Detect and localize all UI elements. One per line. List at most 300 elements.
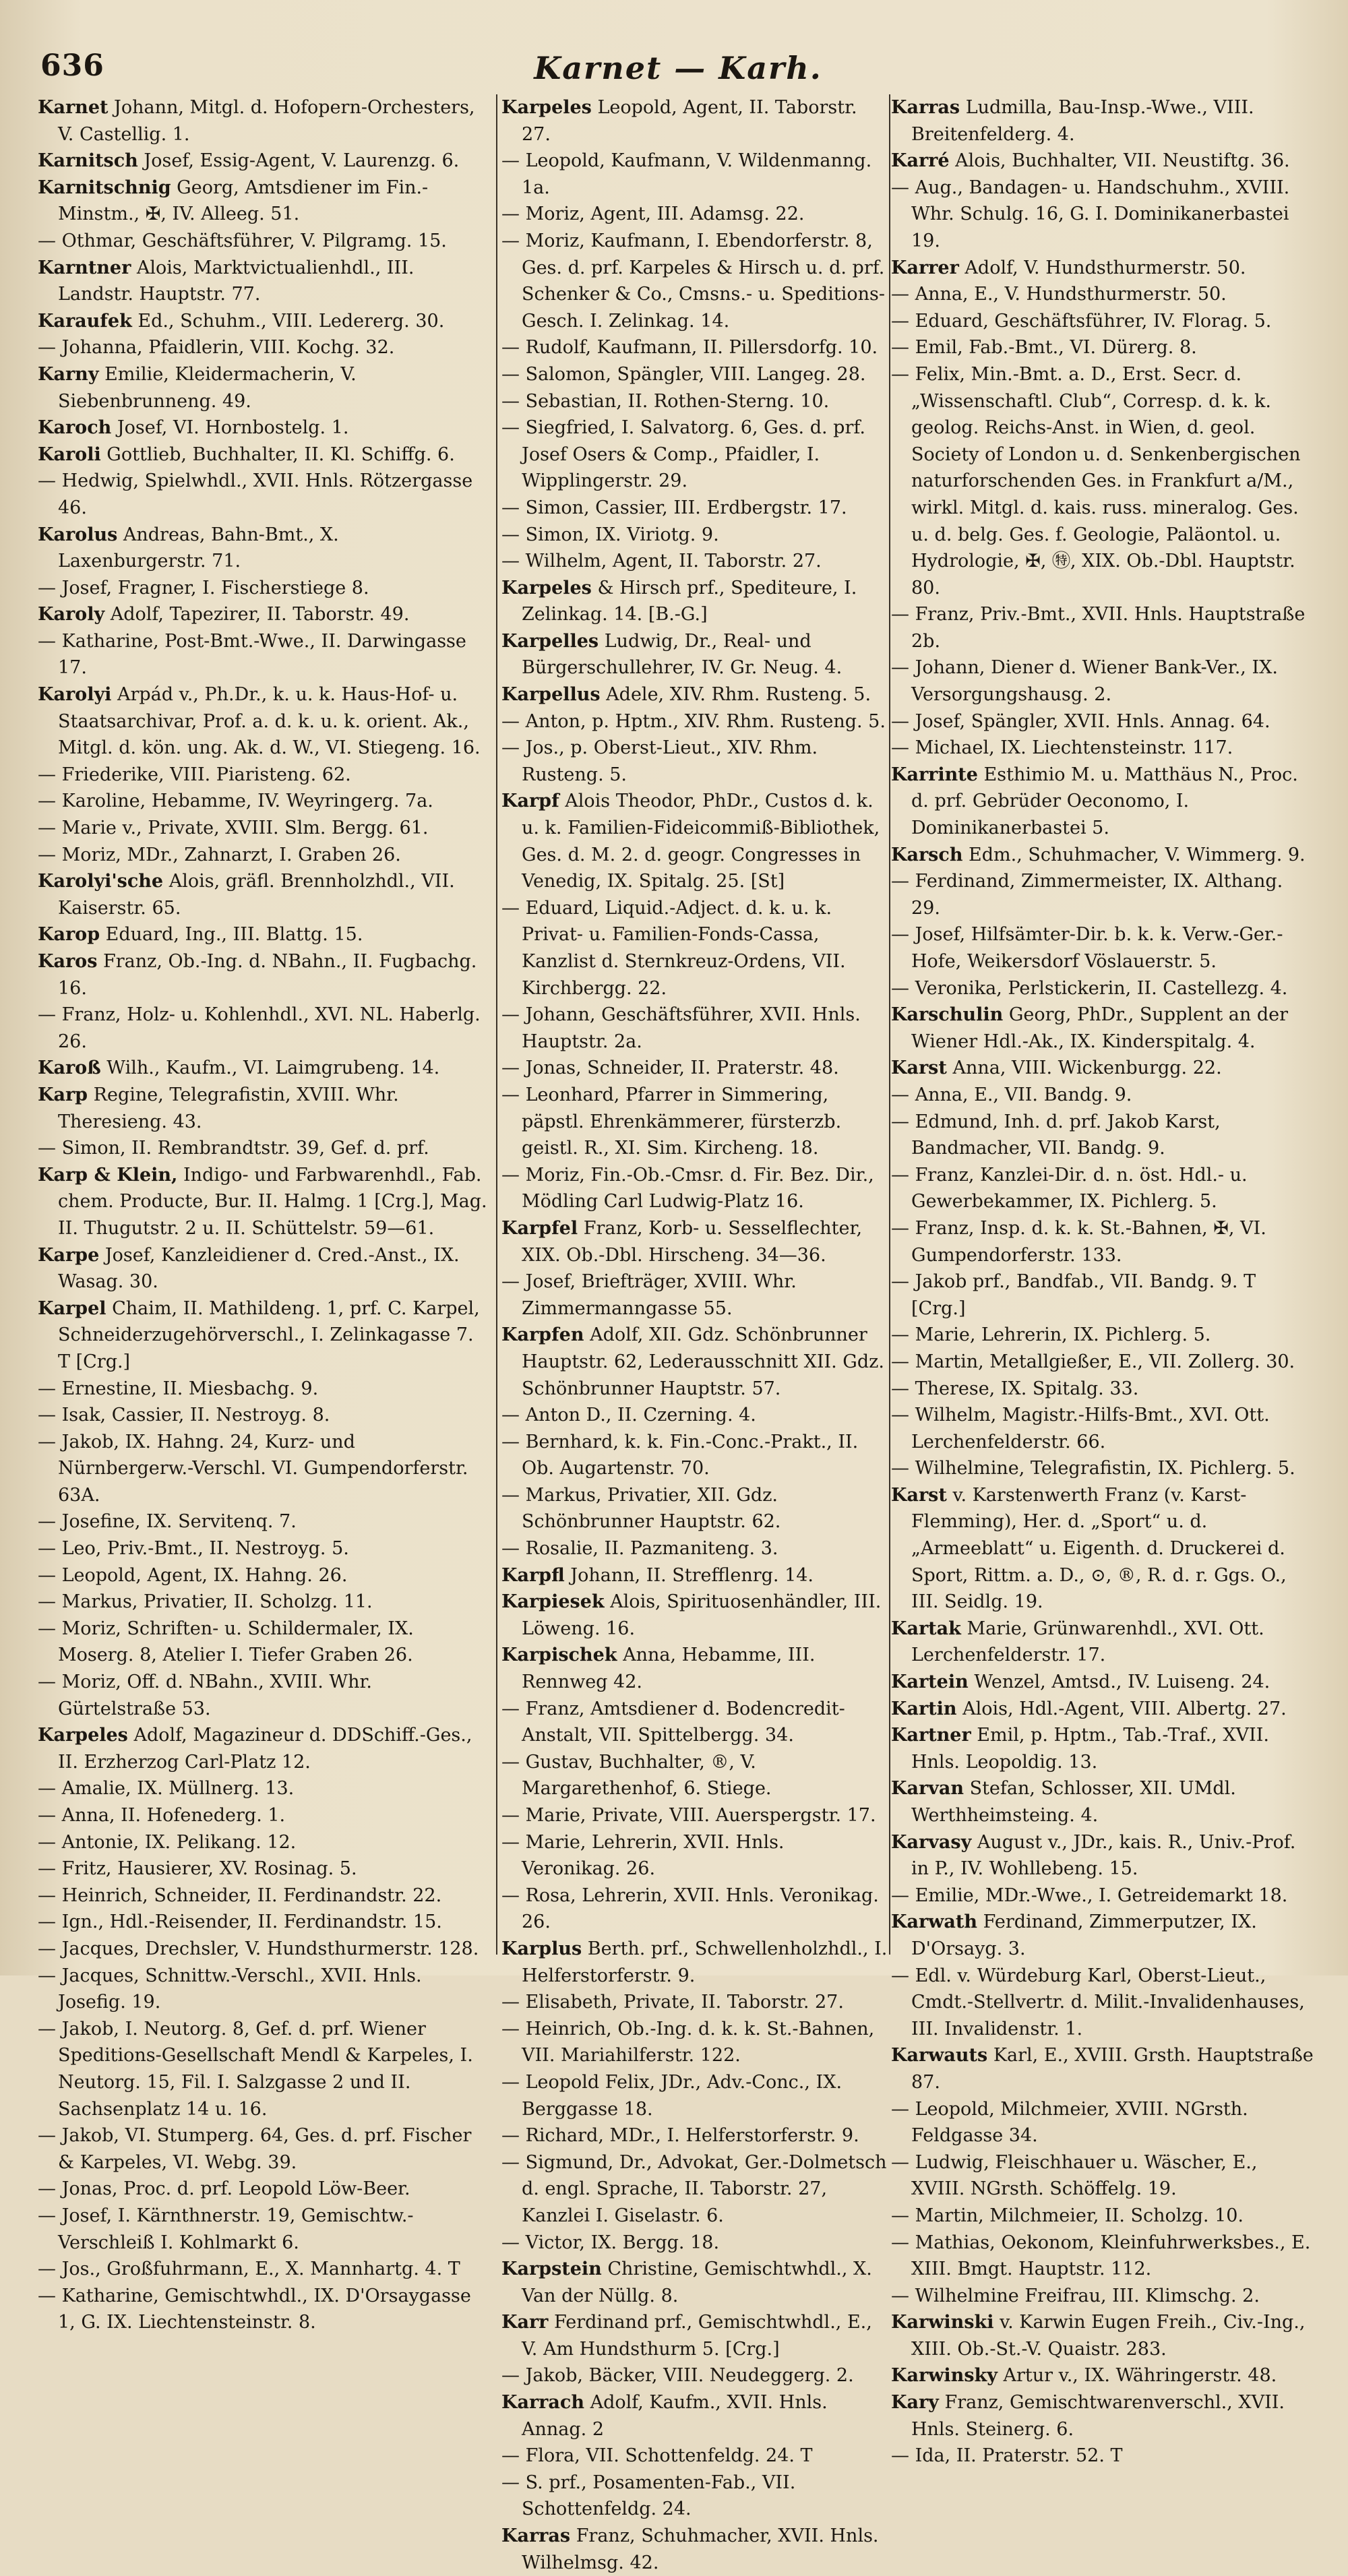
entry-surname: Karpstein (501, 2259, 602, 2280)
entry-details: Ferdinand prf., Gemischtwhdl., E., V. Am Hundsthurm 5. [Crg.] (522, 2312, 872, 2360)
directory-entry (891, 1268, 1316, 1322)
directory-entry (891, 2362, 1316, 2389)
column-3 (891, 94, 1316, 2470)
directory-entry (38, 1402, 491, 1429)
entry-details: — Josef, Briefträger, XVIII. Whr. Zimmermanngasse 55. (501, 1271, 797, 1319)
entry-details: — Victor, IX. Bergg. 18. (501, 2232, 720, 2253)
directory-entry (501, 1002, 888, 1055)
entry-details: — Leonhard, Pfarrer in Simmering, päpstl. Ehrenkämmerer, fürsterzb. geistl. R., XI. Sim. Kircheng. 18. (501, 1084, 842, 1159)
entry-surname: Karvasy (891, 1831, 972, 1853)
directory-entry (891, 2042, 1316, 2095)
directory-entry (501, 334, 888, 361)
entry-details: — Jacques, Schnittw.-Verschl., XVII. Hnls. Josefig. 19. (38, 1965, 422, 2013)
entry-surname: Karpeles (38, 1725, 128, 1746)
entry-surname: Kartein (891, 1672, 969, 1693)
entry-details: — Leopold, Kaufmann, V. Wildenmanng. 1a. (501, 150, 872, 198)
directory-entry (38, 788, 491, 815)
entry-details: — Ferdinand, Zimmermeister, IX. Althang. 29. (891, 871, 1283, 919)
directory-entry (501, 1936, 888, 1989)
directory-entry (38, 1242, 491, 1295)
entry-surname: Karos (38, 951, 98, 972)
directory-entry (38, 601, 491, 628)
entry-details: Adolf, V. Hundsthurmerstr. 50. (958, 257, 1246, 278)
entry-details: — Simon, Cassier, III. Erdbergstr. 17. (501, 497, 847, 518)
entry-surname: Karnet (38, 97, 109, 118)
entry-details: — Isak, Cassier, II. Nestroyg. 8. (38, 1405, 330, 1426)
directory-entry (38, 948, 491, 1002)
directory-entry (38, 334, 491, 361)
entry-details: Esthimio M. u. Matthäus N., Proc. d. prf. Gebrüder Oeconomo, I. Dominikanerbastei 5. (911, 764, 1298, 839)
entry-details: Josef, Essig-Agent, V. Laurenzg. 6. (137, 150, 460, 172)
entry-surname: Kartak (891, 1618, 961, 1639)
directory-entry (891, 361, 1316, 601)
entry-details: — Leopold Felix, JDr., Adv.-Conc., IX. Berggasse 18. (501, 2071, 842, 2120)
entry-details: Ludmilla, Bau-Insp.-Wwe., VIII. Breitenfelderg. 4. (911, 97, 1254, 145)
entry-details: — Rudolf, Kaufmann, II. Pillersdorfg. 10. (501, 337, 878, 359)
entry-details: Andreas, Bahn-Bmt., X. Laxenburgerstr. 71. (58, 524, 339, 572)
entry-details: — Veronika, Perlstickerin, II. Castellezg. 4. (891, 977, 1288, 999)
entry-details: Alois, Buchhalter, VII. Neustiftg. 36. (949, 150, 1290, 172)
entry-details: Arpád v., Ph.Dr., k. u. k. Haus-Hof- u. Staatsarchivar, Prof. a. d. k. u. k. orient. Ak., Mitgl. d. kön. ung. Ak. d. W., VI. Stiegeng. 16. (58, 684, 481, 759)
entry-surname: Karst (891, 1057, 947, 1079)
entry-surname: Karpf (501, 791, 559, 812)
entry-details: — Wilhelmine Freifrau, III. Klimschg. 2. (891, 2285, 1260, 2306)
directory-entry (501, 1268, 888, 1322)
entry-details: Christine, Gemischtwhdl., X. Van der Nüllg. 8. (522, 2259, 872, 2306)
directory-entry (891, 308, 1316, 335)
directory-entry (891, 334, 1316, 361)
entry-details: — Amalie, IX. Müllnerg. 13. (38, 1778, 295, 1800)
directory-entry (501, 1829, 888, 1882)
entry-details: — Ida, II. Praterstr. 52. T (891, 2445, 1123, 2467)
entry-details: — Gustav, Buchhalter, ®, V. Margarethenhof, 6. Stiege. (501, 1751, 772, 1800)
entry-surname: Karrer (891, 257, 959, 278)
page-header (38, 46, 1318, 93)
directory-entry (38, 1535, 491, 1562)
entry-details: Josef, Kanzleidiener d. Cred.-Anst., IX. Wasag. 30. (58, 1244, 460, 1293)
entry-details: — Markus, Privatier, XII. Gdz. Schönbrunner Hauptstr. 62. (501, 1484, 781, 1533)
directory-entry (501, 1215, 888, 1268)
entry-details: — Wilhelm, Agent, II. Taborstr. 27. (501, 551, 822, 572)
entry-details: Ed., Schuhm., VIII. Ledererg. 30. (131, 310, 445, 332)
directory-entry (891, 2096, 1316, 2149)
entry-surname: Karsch (891, 844, 963, 865)
directory-entry (501, 1429, 888, 1482)
column-divider (889, 94, 890, 1955)
directory-entry (891, 1696, 1316, 1723)
entry-details: — Moriz, Kaufmann, I. Ebendorferstr. 8, Ges. d. prf. Karpeles & Hirsch u. d. prf. Schenker & Co., Cmsns.- u. Speditions-Gesch. I. Zelinkag. 14. (501, 230, 885, 332)
directory-entry (891, 1909, 1316, 1962)
entry-surname: Karpel (38, 1297, 106, 1319)
entry-surname: Karnitsch (38, 150, 138, 172)
directory-entry (38, 1508, 491, 1535)
entry-details: Stefan, Schlosser, XII. UMdl. Werthheimsteing. 4. (911, 1778, 1236, 1826)
entry-surname: Karpe (38, 1244, 100, 1266)
entry-details: — Rosa, Lehrerin, XVII. Hnls. Veronikag. 26. (501, 1884, 879, 1933)
entry-details: August v., JDr., kais. R., Univ.-Prof. in P., IV. Wohllebeng. 15. (911, 1831, 1296, 1880)
entry-surname: Kartner (891, 1725, 971, 1746)
directory-entry (891, 868, 1316, 921)
entry-details: — Josef, Spängler, XVII. Hnls. Annag. 64. (891, 710, 1270, 732)
entry-details: Alois, Spirituosenhändler, III. Löweng. 16. (522, 1591, 882, 1639)
directory-entry (38, 175, 491, 228)
entry-details: v. Karwin Eugen Freih., Civ.-Ing., XIII. Ob.-St.-V. Quaistr. 283. (911, 2312, 1306, 2360)
entry-details: Josef, VI. Hornbostelg. 1. (111, 417, 349, 439)
directory-entry (501, 1482, 888, 1535)
entry-details: Franz, Korb- u. Sesselflechter, XIX. Ob.-Dbl. Hirscheng. 34—36. (522, 1217, 863, 1266)
directory-entry (891, 1669, 1316, 1696)
directory-entry (501, 2069, 888, 2122)
entry-surname: Karwinski (891, 2312, 994, 2333)
directory-entry (501, 1082, 888, 1162)
entry-details: — Eduard, Liquid.-Adject. d. k. u. k. Privat- u. Familien-Fonds-Cassa, Kanzlist d. Sternkreuz-Ordens, VII. Kirchbergg. 22. (501, 897, 846, 999)
directory-entry (38, 441, 491, 468)
entry-details: — Leo, Priv.-Bmt., II. Nestroyg. 5. (38, 1538, 349, 1560)
entry-details: Georg, Amtsdiener im Fin.-Minstm., ✠, IV. Alleeg. 51. (58, 177, 429, 225)
directory-entry (501, 2122, 888, 2149)
directory-entry (38, 842, 491, 869)
entry-details: — Markus, Privatier, II. Scholzg. 11. (38, 1591, 373, 1613)
directory-entry (501, 2230, 888, 2257)
directory-entry (891, 921, 1316, 975)
entry-surname: Karpfl (501, 1564, 565, 1586)
directory-entry (501, 1696, 888, 1749)
directory-entry (891, 735, 1316, 762)
directory-entry (891, 1616, 1316, 1669)
entry-details: Johann, II. Strefflenrg. 14. (564, 1564, 814, 1586)
entry-details: Wilh., Kaufm., VI. Laimgrubeng. 14. (100, 1057, 440, 1079)
entry-details: — Edmund, Inh. d. prf. Jakob Karst, Bandmacher, VII. Bandg. 9. (891, 1111, 1221, 1159)
directory-entry (501, 94, 888, 148)
entry-details: & Hirsch prf., Spediteure, I. Zelinkag. 14. [B.-G.] (522, 577, 857, 625)
directory-entry (38, 468, 491, 521)
directory-entry (501, 2256, 888, 2309)
directory-entry (501, 2443, 888, 2470)
directory-entry (501, 735, 888, 788)
entry-details: Adolf, Kaufm., XVII. Hnls. Annag. 2 (522, 2392, 828, 2440)
directory-entry (38, 1669, 491, 1722)
directory-entry (38, 815, 491, 842)
directory-entry (891, 2149, 1316, 2203)
entry-details: — Jos., Großfuhrmann, E., X. Mannhartg. 4. T (38, 2259, 460, 2280)
directory-entry (38, 2203, 491, 2256)
entry-details: — Moriz, MDr., Zahnarzt, I. Graben 26. (38, 844, 401, 865)
entry-surname: Karras (501, 2525, 571, 2547)
directory-entry (501, 788, 888, 894)
entry-details: — Elisabeth, Private, II. Taborstr. 27. (501, 1992, 844, 2013)
entry-surname: Karpeles (501, 577, 592, 599)
directory-entry (38, 1936, 491, 1963)
directory-entry (501, 708, 888, 735)
entry-details: — Marie v., Private, XVIII. Slm. Bergg. 61. (38, 818, 429, 839)
entry-surname: Karschulin (891, 1004, 1004, 1026)
directory-entry (501, 1055, 888, 1082)
entry-surname: Karpelles (501, 630, 599, 652)
entry-details: — Therese, IX. Spitalg. 33. (891, 1378, 1139, 1399)
entry-details: Eduard, Ing., III. Blattg. 15. (100, 924, 363, 946)
entry-details: Alois, gräfl. Brennholzhdl., VII. Kaiserstr. 65. (58, 871, 455, 919)
entry-surname: Karolyi (38, 684, 112, 706)
entry-details: — Hedwig, Spielwhdl., XVII. Hnls. Rötzergasse 46. (38, 470, 473, 518)
entry-details: — Jacques, Drechsler, V. Hundsthurmerstr. 128. (38, 1938, 479, 1959)
entry-details: — Flora, VII. Schottenfeldg. 24. T (501, 2445, 813, 2467)
entry-details: — Fritz, Hausierer, XV. Rosinag. 5. (38, 1858, 357, 1880)
entry-details: Alois, Marktvictualienhdl., III. Landstr. Hauptstr. 77. (58, 257, 415, 305)
directory-entry (891, 2283, 1316, 2310)
entry-surname: Karoch (38, 417, 112, 439)
entry-details: Johann, Mitgl. d. Hofopern-Orchesters, V. Castellig. 1. (58, 97, 475, 145)
directory-entry (38, 1162, 491, 1242)
entry-details: — Marie, Lehrerin, IX. Pichlerg. 5. (891, 1324, 1211, 1346)
directory-entry (38, 1055, 491, 1082)
directory-entry (891, 2203, 1316, 2230)
entry-details: Alois, Hdl.-Agent, VIII. Albertg. 27. (956, 1698, 1287, 1719)
entry-surname: Karrinte (891, 764, 978, 785)
entry-details: — Anton D., II. Czerning. 4. (501, 1405, 756, 1426)
entry-details: — Jakob, IX. Hahng. 24, Kurz- und Nürnbergerw.-Verschl. VI. Gumpendorferstr. 63A. (38, 1431, 468, 1506)
directory-entry (38, 1775, 491, 1802)
directory-entry (38, 1429, 491, 1509)
entry-details: Chaim, II. Mathildeng. 1, prf. C. Karpel, Schneiderzugehörverschl., I. Zelinkagasse 7. T [Crg.] (58, 1297, 480, 1372)
entry-details: — Jakob, I. Neutorg. 8, Gef. d. prf. Wiener Speditions-Gesellschaft Mendl & Karpeles, I. Neutorg. 15, Fil. I. Salzgasse 2 und II. Sachsenplatz 14 u. 16. (38, 2018, 473, 2120)
entry-details: — Heinrich, Schneider, II. Ferdinandstr. 22. (38, 1884, 442, 1906)
directory-entry (501, 2362, 888, 2389)
directory-entry (38, 1562, 491, 1589)
directory-entry (501, 895, 888, 1002)
entry-surname: Kary (891, 2392, 939, 2414)
column-2 (501, 94, 888, 2576)
directory-entry (891, 1002, 1316, 1055)
entry-details: — Salomon, Spängler, VIII. Langeg. 28. (501, 363, 866, 385)
directory-entry (891, 148, 1316, 175)
directory-entry (501, 148, 888, 201)
directory-entry (38, 255, 491, 308)
entry-details: — Moriz, Schriften- u. Schildermaler, IX. Moserg. 8, Atelier I. Tiefer Graben 26. (38, 1618, 414, 1666)
directory-entry (38, 2256, 491, 2283)
entry-surname: Kartin (891, 1698, 957, 1719)
entry-details: — Siegfried, I. Salvatorg. 6, Ges. d. prf. Josef Osers & Comp., Pfaidler, I. Wipplingerstr. 29. (501, 417, 865, 492)
directory-entry (38, 1589, 491, 1616)
directory-entry (891, 1322, 1316, 1349)
directory-entry (501, 575, 888, 628)
directory-entry (501, 1322, 888, 1402)
entry-surname: Karré (891, 150, 950, 172)
directory-entry (38, 1135, 491, 1162)
directory-entry (891, 1455, 1316, 1482)
entry-details: — Antonie, IX. Pelikang. 12. (38, 1831, 297, 1853)
page-number: 636 (40, 49, 104, 83)
directory-entry (38, 2283, 491, 2336)
entry-details: — Bernhard, k. k. Fin.-Conc.-Prakt., II. Ob. Augartenstr. 70. (501, 1431, 859, 1479)
entry-details: v. Karstenwerth Franz (v. Karst-Flemming), Her. d. „Sport“ u. d. „Armeeblatt“ u. Eigenth. d. Druckerei d. Sport, Rittm. a. D., ⊙, ®, R. d. r. Ggs. O., III. Seidlg. 19. (911, 1484, 1287, 1613)
directory-entry (38, 1802, 491, 1829)
entry-details: — Marie, Private, VIII. Auerspergstr. 17. (501, 1805, 876, 1826)
entry-surname: Karpfen (501, 1324, 584, 1346)
directory-entry (501, 1989, 888, 2016)
directory-entry (501, 1749, 888, 1802)
entry-details: — Marie, Lehrerin, XVII. Hnls. Veronikag. 26. (501, 1831, 785, 1880)
directory-entry (38, 1295, 491, 1376)
entry-details: — Katharine, Gemischtwhdl., IX. D'Orsaygasse 1, G. IX. Liechtensteinstr. 8. (38, 2285, 471, 2333)
directory-entry (38, 681, 491, 762)
entry-details: — Leopold, Agent, IX. Hahng. 26. (38, 1564, 348, 1586)
directory-entry (38, 1002, 491, 1055)
directory-entry (891, 1722, 1316, 1775)
directory-entry (38, 228, 491, 255)
directory-entry (501, 2389, 888, 2443)
entry-details: — Felix, Min.-Bmt. a. D., Erst. Secr. d. „Wissenschaftl. Club“, Corresp. d. k. k. geolog. Reichs-Anst. in Wien, d. geol. Society of London u. d. Senkenbergischen naturforschenden Ges. in Frankfurt a/M., wirkl. Mitgl. d. kais. russ. mineralog. Ges. u. d. belg. Ges. f. Geologie, Paläontol. u. Hydrologie, ✠, ㊕, XIX. Ob.-Dbl. Hauptstr. 80. (891, 363, 1301, 599)
entry-surname: Karp & Klein, (38, 1164, 178, 1186)
entry-surname: Karpfel (501, 1217, 578, 1239)
directory-entry (891, 1349, 1316, 1376)
directory-entry (891, 1402, 1316, 1455)
entry-details: — Moriz, Agent, III. Adamsg. 22. (501, 204, 805, 225)
entry-details: Ferdinand, Zimmerputzer, IX. D'Orsayg. 3. (911, 1911, 1257, 1959)
entry-details: — Jakob, Bäcker, VIII. Neudeggerg. 2. (501, 2365, 854, 2387)
entry-details: — Jakob, VI. Stumperg. 64, Ges. d. prf. Fischer & Karpeles, VI. Webg. 39. (38, 2125, 472, 2173)
entry-details: Anna, VIII. Wickenburgg. 22. (946, 1057, 1222, 1079)
entry-surname: Karst (891, 1484, 947, 1506)
directory-entry (501, 1589, 888, 1642)
entry-surname: Karntner (38, 257, 131, 278)
entry-details: — Johann, Geschäftsführer, XVII. Hnls. Hauptstr. 2a. (501, 1004, 861, 1052)
directory-entry (38, 921, 491, 948)
entry-details: — Wilhelmine, Telegrafistin, IX. Pichlerg. 5. (891, 1458, 1295, 1479)
directory-entry (891, 2309, 1316, 2362)
entry-details: — Friederike, VIII. Piaristeng. 62. (38, 764, 351, 785)
entry-details: Georg, PhDr., Supplent an der Wiener Hdl.-Ak., IX. Kinderspitalg. 4. (911, 1004, 1288, 1052)
page-title: Karnet — Karh. (534, 50, 822, 86)
entry-details: — Anna, E., V. Hundsthurmerstr. 50. (891, 284, 1227, 305)
entry-details: — Josef, Hilfsämter-Dir. b. k. k. Verw.-Ger.-Hofe, Weikersdorf Vöslauerstr. 5. (891, 924, 1283, 972)
entry-details: — Franz, Holz- u. Kohlenhdl., XVI. NL. Haberlg. 26. (38, 1004, 481, 1052)
entry-details: Karl, E., XVIII. Grsth. Hauptstraße 87. (911, 2045, 1314, 2093)
entry-details: — Eduard, Geschäftsführer, IV. Florag. 5. (891, 310, 1272, 332)
entry-details: — Jonas, Proc. d. prf. Leopold Löw-Beer. (38, 2178, 410, 2200)
entry-surname: Karpeles (501, 97, 592, 118)
directory-entry (501, 388, 888, 415)
entry-surname: Karoß (38, 1057, 101, 1079)
entry-details: Marie, Grünwarenhdl., XVI. Ott. Lerchenfelderstr. 17. (911, 1618, 1264, 1666)
entry-details: — Anna, E., VII. Bandg. 9. (891, 1084, 1132, 1105)
directory-entry (38, 1963, 491, 2016)
directory-entry (38, 1882, 491, 1909)
directory-entry (38, 575, 491, 602)
entry-details: Franz, Schuhmacher, XVII. Hnls. Wilhelmsg. 42. (522, 2525, 879, 2573)
entry-details: — Johann, Diener d. Wiener Bank-Ver., IX. Versorgungshausg. 2. (891, 657, 1278, 706)
entry-details: — Moriz, Fin.-Ob.-Cmsr. d. Fir. Bez. Dir., Mödling Carl Ludwig-Platz 16. (501, 1164, 874, 1213)
entry-details: — Martin, Metallgießer, E., VII. Zollerg. 30. (891, 1351, 1295, 1372)
entry-details: — Ludwig, Fleischhauer u. Wäscher, E., XVIII. NGrsth. Schöffelg. 19. (891, 2151, 1258, 2200)
directory-entry (38, 1722, 491, 1775)
entry-details: — Josef, I. Kärnthnerstr. 19, Gemischtw.-Verschleiß I. Kohlmarkt 6. (38, 2205, 414, 2253)
directory-entry (891, 1882, 1316, 1909)
directory-entry (891, 1376, 1316, 1403)
entry-surname: Karolus (38, 524, 118, 545)
directory-entry (38, 2122, 491, 2176)
directory-entry (38, 1082, 491, 1135)
directory-entry (38, 762, 491, 789)
directory-entry (891, 281, 1316, 308)
entry-surname: Karwinsky (891, 2365, 998, 2387)
directory-entry (38, 868, 491, 921)
entry-surname: Karpiesek (501, 1591, 605, 1613)
entry-details: Artur v., IX. Währingerstr. 48. (997, 2365, 1277, 2387)
entry-surname: Karr (501, 2312, 549, 2333)
directory-entry (891, 1775, 1316, 1829)
directory-entry (501, 2523, 888, 2576)
entry-details: — Karoline, Hebamme, IV. Weyringerg. 7a. (38, 791, 433, 812)
directory-entry (501, 1882, 888, 1936)
directory-entry (501, 2309, 888, 2362)
directory-entry (891, 762, 1316, 842)
entry-surname: Karpellus (501, 684, 601, 706)
directory-entry (891, 654, 1316, 708)
directory-entry (501, 1402, 888, 1429)
directory-entry (501, 2149, 888, 2230)
directory-entry (38, 308, 491, 335)
entry-surname: Karolyi'sche (38, 871, 164, 892)
entry-details: — Jakob prf., Bandfab., VII. Bandg. 9. T [Crg.] (891, 1271, 1256, 1319)
entry-surname: Karvan (891, 1778, 964, 1800)
entry-details: — Leopold, Milchmeier, XVIII. NGrsth. Feldgasse 34. (891, 2098, 1248, 2147)
directory-entry (501, 681, 888, 708)
entry-details: Emilie, Kleidermacherin, V. Siebenbrunneng. 49. (58, 363, 357, 412)
directory-entry (891, 842, 1316, 869)
directory-entry (38, 94, 491, 148)
directory-entry (501, 201, 888, 228)
directory-entry (891, 255, 1316, 282)
directory-entry (501, 1802, 888, 1829)
entry-details: Edm., Schuhmacher, V. Wimmerg. 9. (962, 844, 1306, 865)
column-divider (496, 94, 497, 1955)
directory-entry (38, 1856, 491, 1882)
column-1 (38, 94, 491, 2336)
entry-details: — Aug., Bandagen- u. Handschuhm., XVIII. Whr. Schulg. 16, G. I. Dominikanerbastei 19. (891, 177, 1290, 251)
entry-surname: Karnitschnig (38, 177, 171, 198)
entry-details: — Martin, Milchmeier, II. Scholzg. 10. (891, 2205, 1244, 2226)
entry-details: Leopold, Agent, II. Taborstr. 27. (522, 97, 857, 145)
directory-entry (501, 628, 888, 681)
entry-details: Adolf, Tapezirer, II. Taborstr. 49. (104, 604, 410, 625)
directory-entry (891, 975, 1316, 1002)
directory-entry (38, 628, 491, 681)
directory-entry (38, 361, 491, 415)
directory-entry (891, 2443, 1316, 2470)
entry-surname: Karrach (501, 2392, 584, 2414)
directory-entry (891, 175, 1316, 255)
entry-surname: Karras (891, 97, 960, 118)
entry-details: — Rosalie, II. Pazmaniteng. 3. (501, 1538, 778, 1560)
entry-details: — Sigmund, Dr., Advokat, Ger.-Dolmetsch d. engl. Sprache, II. Taborstr. 27, Kanzlei I. Giselastr. 6. (501, 2151, 887, 2226)
entry-surname: Karwath (891, 1911, 978, 1933)
entry-details: Franz, Gemischtwarenverschl., XVII. Hnls. Steinerg. 6. (911, 2392, 1285, 2440)
entry-details: — Franz, Kanzlei-Dir. d. n. öst. Hdl.- u. Gewerbekammer, IX. Pichlerg. 5. (891, 1164, 1248, 1213)
entry-details: Indigo- und Farbwarenhdl., Fab. chem. Producte, Bur. II. Halmg. 1 [Crg.], Mag. II. Thugutstr. 2 u. II. Schüttelstr. 59—61. (58, 1164, 487, 1239)
directory-entry (38, 1616, 491, 1669)
entry-details: — Franz, Amtsdiener d. Bodencredit-Anstalt, VII. Spittelbergg. 34. (501, 1698, 845, 1746)
entry-details: — S. prf., Posamenten-Fab., VII. Schottenfeldg. 24. (501, 2472, 796, 2520)
directory-entry (38, 1909, 491, 1936)
entry-details: — Simon, IX. Viriotg. 9. (501, 524, 719, 545)
directory-entry (891, 1963, 1316, 2043)
entry-details: — Wilhelm, Magistr.-Hilfs-Bmt., XVI. Ott. Lerchenfelderstr. 66. (891, 1405, 1270, 1452)
entry-details: — Othmar, Geschäftsführer, V. Pilgramg. 15. (38, 230, 447, 251)
entry-details: — Jos., p. Oberst-Lieut., XIV. Rhm. Rusteng. 5. (501, 737, 818, 785)
entry-surname: Karpischek (501, 1645, 617, 1666)
directory-entry (891, 1829, 1316, 1882)
entry-details: Adele, XIV. Rhm. Rusteng. 5. (600, 684, 871, 706)
